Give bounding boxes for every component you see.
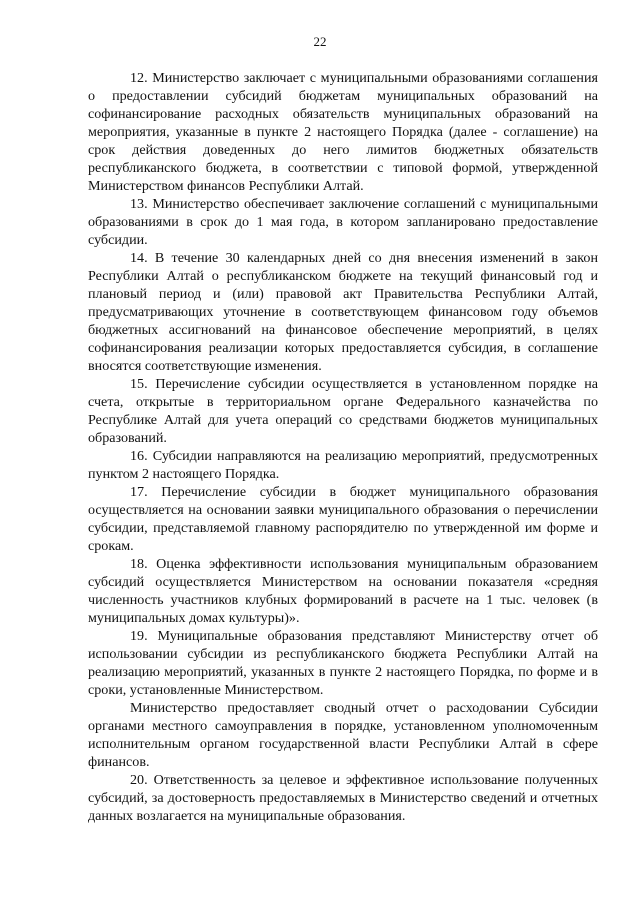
page-number: 22 xyxy=(313,34,327,49)
paragraph-18: 18. Оценка эффективности использования муниципальным образованием субсидий осуществляется Министерством на основании показателя «средняя численность участников клубных формирований в расчете на 1 тыс. человек (в муниципальных домах культуры)». xyxy=(88,556,598,626)
document-body xyxy=(88,69,598,825)
paragraph-14: 14. В течение 30 календарных дней со дня внесения изменений в закон Республики Алтай о республиканском бюджете на текущий финансовый год и плановый период и (или) правовой акт Правительства Республики Алтай, предусматривающих уточнение в соответствующем финансовом году объемов бюджетных ассигнований на финансовое обеспечение мероприятий, в целях софинансирования реализации которых предоставляется субсидия, в соглашение вносятся соответствующие изменения. xyxy=(88,250,598,374)
paragraph-13: 13. Министерство обеспечивает заключение соглашений с муниципальными образованиями в срок до 1 мая года, в котором запланировано предоставление субсидии. xyxy=(88,196,598,248)
paragraph-17: 17. Перечисление субсидии в бюджет муниципального образования осуществляется на основании заявки муниципального образования о перечислении субсидии, представляемой главному распорядителю по утвержденной им форме и срокам. xyxy=(88,484,598,554)
paragraph-19: 19. Муниципальные образования представляют Министерству отчет об использовании субсидии из республиканского бюджета Республики Алтай на реализацию мероприятий, указанных в пункте 2 настоящего Порядка, по форме и в сроки, установленные Министерством. xyxy=(88,628,598,698)
paragraph-20: 20. Ответственность за целевое и эффективное использование полученных субсидий, за достоверность предоставляемых в Министерство сведений и отчетных данных возлагается на муниципальные образования. xyxy=(88,772,598,824)
paragraph-12: 12. Министерство заключает с муниципальными образованиями соглашения о предоставлении субсидий бюджетам муниципальных образований на софинансирование расходных обязательств муниципальных образований на мероприятия, указанные в пункте 2 настоящего Порядка (далее - соглашение) на срок действия доведенных до него лимитов бюджетных обязательств республиканского бюджета, в соответствии с типовой формой, утвержденной Министерством финансов Республики Алтай. xyxy=(88,70,598,194)
paragraph-19-summary: Министерство предоставляет сводный отчет о расходовании Субсидии органами местного самоуправления в порядке, установленном уполномоченным исполнительным органом государственной власти Республики Алтай в сфере финансов. xyxy=(88,700,598,770)
paragraph-16: 16. Субсидии направляются на реализацию мероприятий, предусмотренных пунктом 2 настоящего Порядка. xyxy=(88,448,598,482)
paragraph-15: 15. Перечисление субсидии осуществляется в установленном порядке на счета, открытые в территориальном органе Федерального казначейства по Республике Алтай для учета операций со средствами бюджетов муниципальных образований. xyxy=(88,376,598,446)
